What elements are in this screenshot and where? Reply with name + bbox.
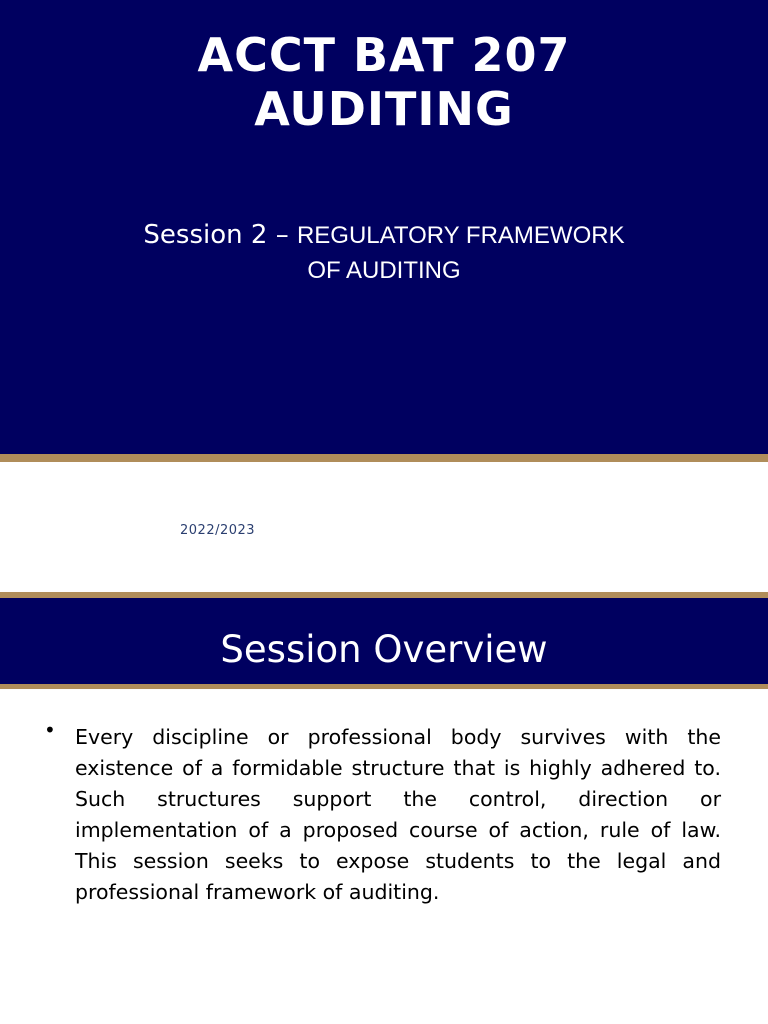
session-number: Session 2 – [143,220,297,250]
course-title [0,28,768,136]
title-divider-top [0,454,768,462]
course-code: ACCT BAT 207 [197,28,571,82]
session-subtitle [0,218,768,288]
academic-year: 2022/2023 [180,523,256,538]
overview-body [0,689,768,1024]
bullet-marker: • [44,718,56,742]
overview-header [0,598,768,684]
session-topic-line1: REGULATORY FRAMEWORK [296,222,625,249]
title-slide-header [0,0,768,454]
session-topic-line2: OF AUDITING [307,257,461,284]
overview-bullet-text: Every discipline or professional body survives with the existence of a formidable structure that is highly adhered to. Such structures support the control, direction or implementation of a proposed course of action, rule of law. This session seeks to expose students to the legal and professional framework of auditing. [75,725,721,904]
overview-title: Session Overview [220,628,548,671]
course-name: AUDITING [254,82,514,136]
